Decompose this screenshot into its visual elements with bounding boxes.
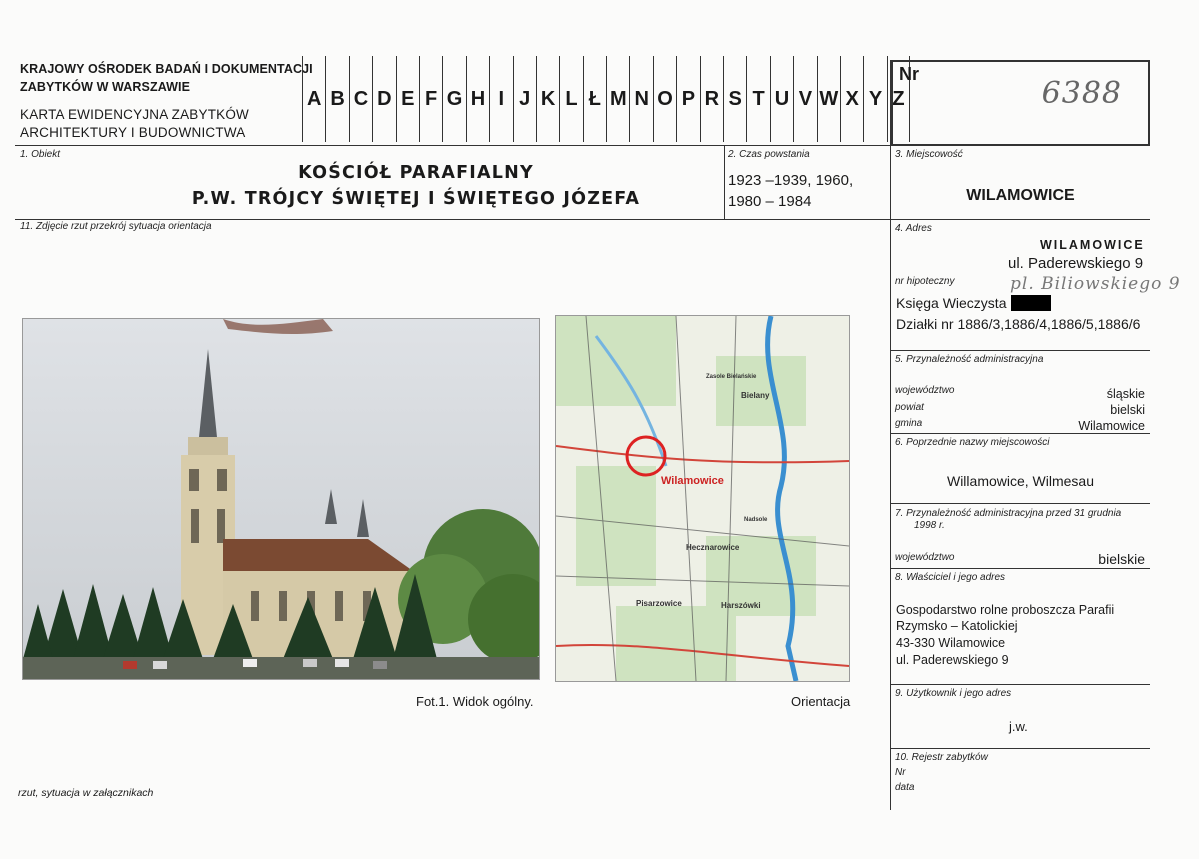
- svg-text:Hecznarowice: Hecznarowice: [686, 543, 740, 552]
- divider: [890, 350, 1150, 351]
- object-title-line1: KOŚCIÓŁ PARAFIALNY: [298, 163, 534, 183]
- church-photo: [22, 318, 540, 680]
- alphabet-letter: J: [513, 56, 536, 142]
- alphabet-letter: R: [700, 56, 723, 142]
- mortgage-handwritten: pl. Biliowskiego 9: [1010, 274, 1181, 294]
- creation-dates-line2: 1980 – 1984: [728, 193, 812, 210]
- alphabet-letter: T: [746, 56, 769, 142]
- number-handwritten: 6388: [1041, 76, 1122, 111]
- alphabet-letter: B: [325, 56, 348, 142]
- locality-label: 3. Miejscowość: [895, 149, 963, 160]
- object-title-line2: P.W. TRÓJCY ŚWIĘTEJ I ŚWIĘTEGO JÓZEFA: [191, 189, 641, 209]
- divider: [890, 433, 1150, 434]
- alphabet-letter: I: [489, 56, 512, 142]
- alphabet-letter: V: [793, 56, 816, 142]
- divider: [890, 748, 1150, 749]
- divider: [15, 219, 1150, 220]
- divider: [890, 60, 891, 810]
- voivodeship-label: województwo: [895, 385, 955, 396]
- voivodeship-value: śląskie: [1106, 387, 1145, 401]
- county-label: powiat: [895, 402, 924, 413]
- registry-nr-label: Nr: [895, 767, 906, 778]
- number-box: [891, 60, 1150, 146]
- divider: [890, 568, 1150, 569]
- alphabet-letter: H: [466, 56, 489, 142]
- alphabet-letter: Z: [887, 56, 910, 142]
- svg-text:Wilamowice: Wilamowice: [661, 475, 724, 487]
- alphabet-letter: O: [653, 56, 676, 142]
- alphabet-letter: M: [606, 56, 629, 142]
- admin-label: 5. Przynależność administracyjna: [895, 354, 1044, 365]
- alphabet-letter: X: [840, 56, 863, 142]
- divider: [15, 145, 1150, 146]
- redaction-bar: [1011, 295, 1051, 311]
- photo-caption: Fot.1. Widok ogólny.: [416, 694, 534, 709]
- alphabet-letter: L: [559, 56, 582, 142]
- user-value: j.w.: [1009, 719, 1028, 734]
- address-label: 4. Adres: [895, 223, 932, 234]
- divider: [724, 145, 725, 220]
- admin-1998-label-line1: 7. Przynależność administracyjna przed 31 grudnia: [895, 508, 1122, 519]
- commune-label: gmina: [895, 418, 923, 429]
- owner-label: 8. Właściciel i jego adres: [895, 572, 1006, 583]
- registry-date-label: data: [895, 782, 915, 793]
- svg-text:Nadsole: Nadsole: [744, 517, 768, 523]
- map-caption: Orientacja: [791, 694, 851, 709]
- alphabet-letter: C: [349, 56, 372, 142]
- county-value: bielski: [1110, 403, 1145, 417]
- card-type-line1: KARTA EWIDENCYJNA ZABYTKÓW: [20, 107, 249, 122]
- land-register-label: Księga Wieczysta: [896, 295, 1007, 311]
- commune-value: Wilamowice: [1078, 419, 1145, 433]
- object-label: 1. Obiekt: [20, 149, 61, 160]
- mortgage-label: nr hipoteczny: [895, 276, 955, 287]
- institution-name-line2: ZABYTKÓW W WARSZAWIE: [20, 80, 191, 94]
- svg-text:Harszówki: Harszówki: [721, 601, 761, 610]
- registry-label: 10. Rejestr zabytków: [895, 752, 988, 763]
- svg-text:Pisarzowice: Pisarzowice: [636, 599, 682, 608]
- voivodeship-1998-value: bielskie: [1098, 551, 1145, 567]
- owner-line4: ul. Paderewskiego 9: [896, 653, 1009, 667]
- alphabet-letter: G: [442, 56, 465, 142]
- voivodeship-1998-label: województwo: [895, 552, 955, 563]
- institution-name-line1: KRAJOWY OŚRODEK BADAŃ I DOKUMENTACJI: [20, 62, 313, 76]
- alphabet-letter: K: [536, 56, 559, 142]
- alphabet-index: [302, 56, 910, 142]
- creation-time-label: 2. Czas powstania: [728, 149, 810, 160]
- drawings-note: rzut, sytuacja w załącznikach: [18, 787, 154, 799]
- alphabet-letter: E: [396, 56, 419, 142]
- alphabet-letter: A: [302, 56, 325, 142]
- owner-line2: Rzymsko – Katolickiej: [896, 619, 1018, 633]
- user-label: 9. Użytkownik i jego adres: [895, 688, 1012, 699]
- svg-text:Zasole Bielańskie: Zasole Bielańskie: [706, 374, 757, 380]
- previous-names-label: 6. Poprzednie nazwy miejscowości: [895, 437, 1050, 448]
- address-city: WILAMOWICE: [1040, 238, 1145, 252]
- alphabet-letter: D: [372, 56, 395, 142]
- number-label: Nr: [899, 64, 920, 84]
- owner-line1: Gospodarstwo rolne proboszcza Parafii: [896, 603, 1115, 617]
- divider: [890, 684, 1150, 685]
- previous-names-value: Willamowice, Wilmesau: [946, 473, 1095, 489]
- orientation-map: [555, 315, 850, 682]
- divider: [890, 503, 1150, 504]
- owner-line3: 43-330 Wilamowice: [896, 636, 1006, 650]
- orientation-map-image: [556, 316, 849, 681]
- photo-section-label: 11. Zdjęcie rzut przekrój sytuacja orientacja: [20, 221, 212, 232]
- alphabet-letter: W: [817, 56, 840, 142]
- address-street: ul. Paderewskiego 9: [1008, 255, 1144, 272]
- alphabet-letter: S: [723, 56, 746, 142]
- plot-numbers: Działki nr 1886/3,1886/4,1886/5,1886/6: [896, 316, 1141, 332]
- church-photo-image: [23, 319, 539, 679]
- alphabet-letter: N: [629, 56, 652, 142]
- alphabet-letter: P: [676, 56, 699, 142]
- alphabet-letter: F: [419, 56, 442, 142]
- locality-value: WILAMOWICE: [966, 187, 1075, 204]
- admin-1998-label-line2: 1998 r.: [914, 520, 945, 531]
- svg-text:Bielany: Bielany: [741, 391, 770, 400]
- creation-dates-line1: 1923 –1939, 1960,: [728, 172, 854, 189]
- alphabet-letter: Ł: [583, 56, 606, 142]
- alphabet-letter: U: [770, 56, 793, 142]
- card-type-line2: ARCHITEKTURY I BUDOWNICTWA: [20, 125, 246, 140]
- alphabet-letter: Y: [863, 56, 886, 142]
